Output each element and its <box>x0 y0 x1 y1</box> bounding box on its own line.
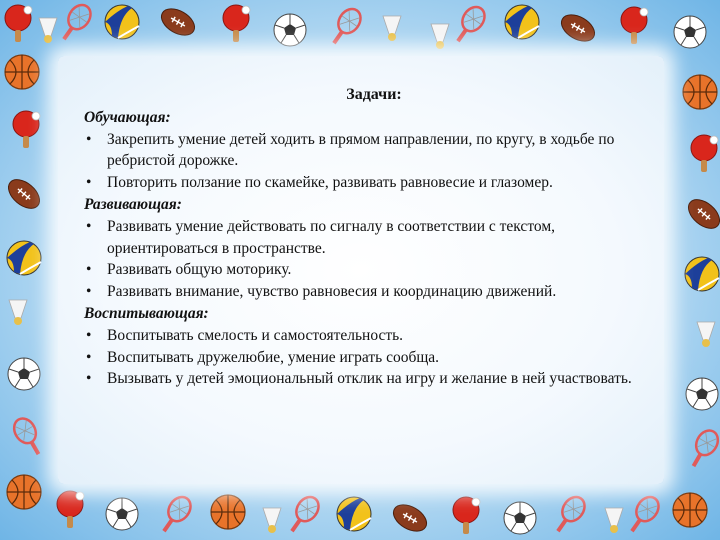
list-item: • Воспитывать смелость и самостоятельность. <box>84 325 644 347</box>
tennis-racket-icon <box>550 493 589 537</box>
ping-pong-paddle-icon <box>57 491 84 528</box>
ping-pong-paddle-icon <box>13 111 40 148</box>
list-item: • Воспитывать дружелюбие, умение играть сообща. <box>84 347 644 369</box>
soccer-ball-icon <box>674 16 706 48</box>
volleyball-icon <box>7 241 41 275</box>
football-icon <box>557 9 599 46</box>
football-icon <box>3 174 45 214</box>
tasks-content <box>84 84 644 390</box>
section-heading-teaching: Обучающая: <box>84 108 171 126</box>
shuttlecock-icon <box>605 508 623 533</box>
shuttlecock-icon <box>431 24 449 49</box>
basketball-icon <box>211 495 245 529</box>
educational-list <box>84 325 644 390</box>
tennis-racket-icon <box>56 1 95 45</box>
basketball-icon <box>5 55 39 89</box>
tennis-racket-icon <box>624 493 663 537</box>
list-item: • Закрепить умение детей ходить в прямом направлении, по кругу, в ходьбе по ребристой дорожке. <box>84 129 644 173</box>
tennis-racket-icon <box>10 415 47 460</box>
slide-title: Задачи: <box>346 86 402 103</box>
list-item: • Повторить ползание по скамейке, развивать равновесие и глазомер. <box>84 172 644 194</box>
teaching-list <box>84 129 644 194</box>
shuttlecock-icon <box>39 18 57 43</box>
volleyball-icon <box>105 5 139 39</box>
soccer-ball-icon <box>106 498 138 530</box>
basketball-icon <box>673 493 707 527</box>
shuttlecock-icon <box>383 16 401 41</box>
tennis-racket-icon <box>284 493 323 537</box>
list-item: • Развивать умение действовать по сигналу в соответствии с текстом, ориентироваться в пространстве. <box>84 216 644 260</box>
shuttlecock-icon <box>263 508 281 533</box>
soccer-ball-icon <box>8 358 40 390</box>
football-icon <box>157 3 199 40</box>
shuttlecock-icon <box>697 322 715 347</box>
volleyball-icon <box>685 257 719 291</box>
ping-pong-paddle-icon <box>5 5 32 42</box>
list-item: • Вызывать у детей эмоциональный отклик на игру и желание в ней участвовать. <box>84 368 644 390</box>
section-heading-developing: Развивающая: <box>84 195 182 213</box>
tennis-racket-icon <box>326 5 365 49</box>
ping-pong-paddle-icon <box>223 5 250 42</box>
section-heading-educational: Воспитывающая: <box>84 304 209 322</box>
developing-list <box>84 216 644 303</box>
basketball-icon <box>7 475 41 509</box>
tennis-racket-icon <box>450 3 489 47</box>
soccer-ball-icon <box>274 14 306 46</box>
volleyball-icon <box>337 497 371 531</box>
ping-pong-paddle-icon <box>621 7 648 44</box>
ping-pong-paddle-icon <box>691 135 718 172</box>
list-item: • Развивать внимание, чувство равновесия и координацию движений. <box>84 281 644 303</box>
basketball-icon <box>683 75 717 109</box>
shuttlecock-icon <box>9 300 27 325</box>
list-item: • Развивать общую моторику. <box>84 259 644 281</box>
tennis-racket-icon <box>156 493 195 537</box>
ping-pong-paddle-icon <box>453 497 480 534</box>
tennis-racket-icon <box>685 427 720 472</box>
football-icon <box>683 194 720 234</box>
volleyball-icon <box>505 5 539 39</box>
football-icon <box>389 499 431 536</box>
soccer-ball-icon <box>686 378 718 410</box>
soccer-ball-icon <box>504 502 536 534</box>
